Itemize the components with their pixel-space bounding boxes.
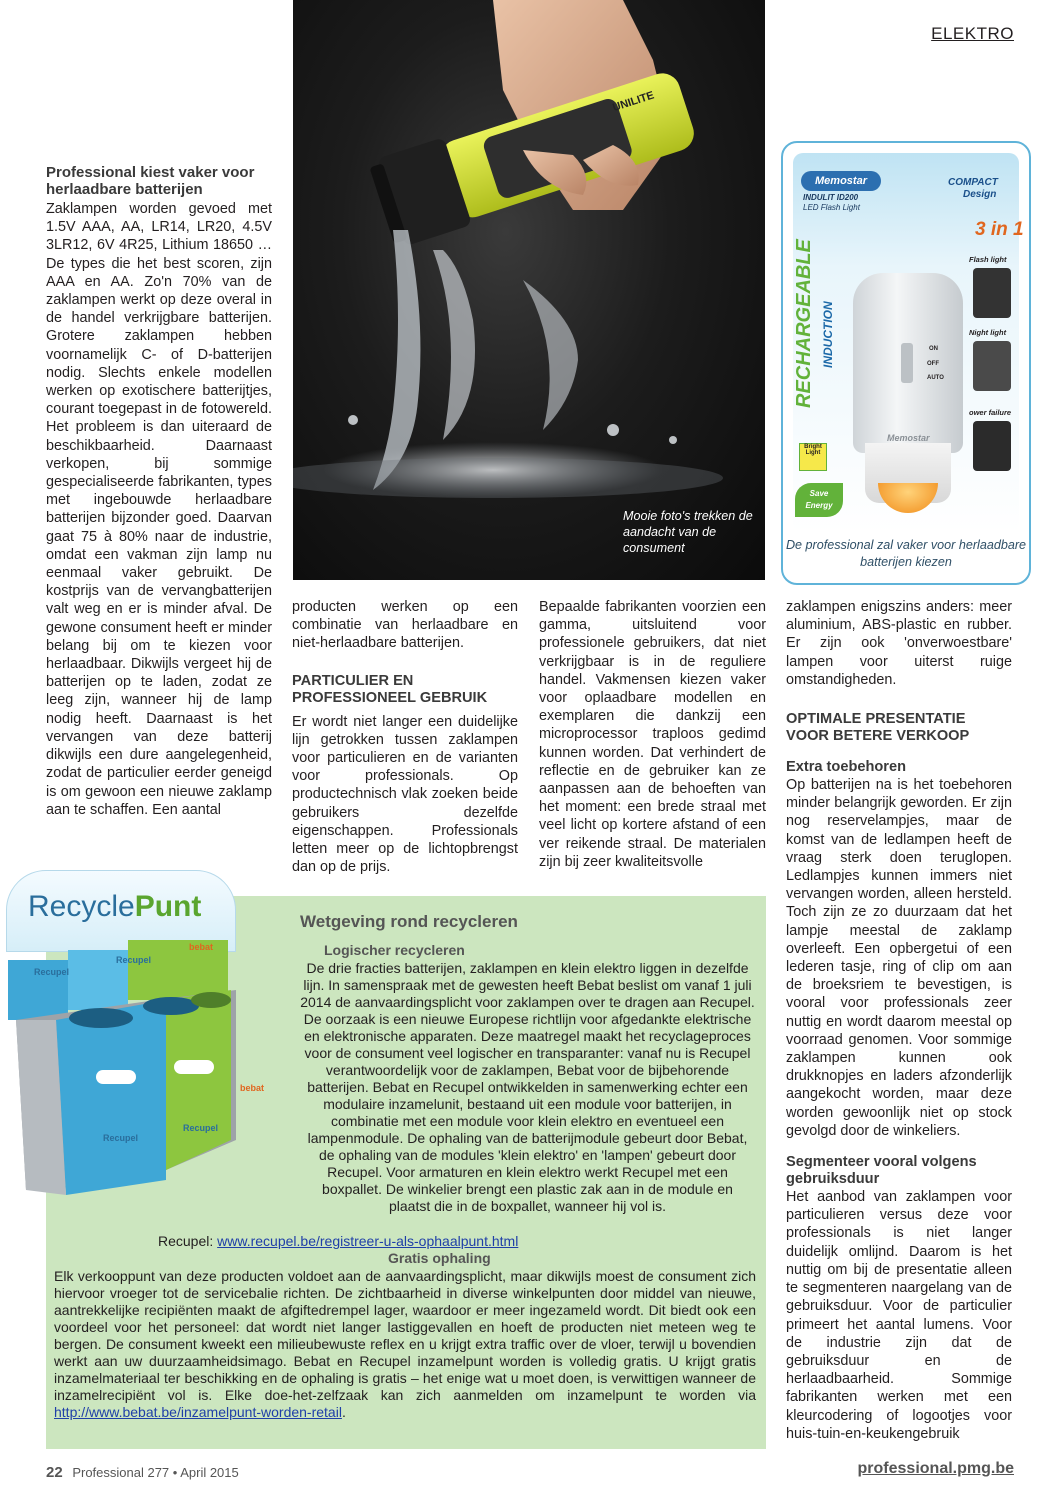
col4-text2: Op batterijen na is het toebehoren minder belangrijk geworden. Er zijn nog reservelampjes, maar de komst van de ledlampen heeft de vraag sterk doen teruglopen. Ledlampjes kunnen immers niet vervangen worden, alleen hersteld. Toch zijn ze zo duurzaam dat het lampje meestal de zaklamp overleeft. Een opbergetui of een lederen tasje, ring of clip om aan de broeksriem te bevestigen, is vooral voor professionals zeer nuttig en wordt daarom meestal op voorraad genomen. Voor sommige zaklampen kunnen ook drukknopjes en laders afzonderlijk aangekocht worden, maar deze worden gewoonlijk niet op stock gevolgd door de winkeliers. — [786, 777, 1012, 1139]
recycle-sub2: Gratis ophaling — [388, 1250, 491, 1266]
brand-label: UNILITE — [611, 89, 656, 115]
recycle-text2-block — [54, 1268, 756, 1421]
recupel-label-3: Recupel — [103, 1133, 139, 1143]
compact-label: COMPACT — [948, 177, 998, 188]
col4-sub1: Extra toebehoren — [786, 759, 907, 776]
recupel-link[interactable]: www.recupel.be/registreer-u-als-ophaalpunt.html — [217, 1233, 519, 1249]
product-package — [781, 141, 1031, 585]
energy-word: Energy — [805, 501, 833, 510]
col3-text: Bepaalde fabrikanten voorzien een gamma, uitsluitend voor professionele gebruikers, dat niet verkrijgbaar is in de reguliere handel. Vakmensen kiezen vaker voor oplaadbare modellen en exemplaren die dankzij een microprocessor traploos gedimd kunnen worden. Dat verhindert de reflectie en de gebruiker kan ze aanpassen aan de behoeften van het moment: een brede straal met veel licht op kortere afstand of een ver reikende straal. De materialen zijn bij zeer kwaliteitsvolle — [539, 599, 766, 870]
photo-caption: Mooie foto's trekken de aandacht van de consument — [623, 509, 753, 555]
page-number: 22 — [46, 1464, 63, 1481]
col2-text1: producten werken op een combinatie van herlaadbare en niet-herlaadbare batterijen. — [292, 599, 518, 652]
design-label: Design — [963, 189, 997, 200]
device-brand: Memostar — [887, 433, 930, 443]
recycle-end: . — [341, 1404, 346, 1420]
footer-left — [46, 1464, 239, 1481]
save-energy-badge — [795, 483, 843, 517]
feature-image-1 — [973, 268, 1011, 318]
flashlight-image — [293, 0, 765, 580]
bright-light-badge — [799, 443, 827, 471]
recycle-text1: De drie fracties batterijen, zaklampen en klein elektro liggen in dezelfde lijn. In samenspraak met de gewesten heeft Bebat beslist om vanaf 1 juli 2014 de aanvaardingsplicht voor zaklampen over te dragen aan Recupel. De oorzaak is een nieuwe Europese richtlijn voor afgedankte elektrische en elektronische apparaten. Deze maatregel maakt het recyclageproces voor de consument veel logischer en transparanter: vanaf nu is Recupel verantwoordelijk voor de zaklampen, Bebat voor de bijbehorende batterijen. Bebat en Recupel ontwikkelden in samenwerking echter een modulaire inzamelunit, bestaand uit een module voor batterijen, in combinatie met een module voor klein elektro en eventueel een lampenmodule. De ophaling van de batterijmodule gebeurt door Bebat, de ophaling van de modules 'klein elektro' en 'lampen' gebeurt door Recupel. Voor armaturen en klein elektro werkt Recupel met een boxpallet. De winkelier brengt een plastic zak aan in de module en plaatst die in de boxpallet, wanneer hij vol is. — [300, 960, 755, 1214]
recycle-title: Wetgeving rond recycleren — [300, 912, 518, 931]
col4-text3: Het aanbod van zaklampen voor particulieren versus deze voor professionals is niet langer duidelijk omlijnd. Daarom is het nuttig om bij de presentatie alleen te segmenteren naargelang van de gebruiksduur. Voor de particulier primeert het aantal lumens. Voor de industrie zijn dat de gebruiksduur en de herlaadbaarheid. Sommige fabrikanten werken met een kleurcodering of logootjes voor huis-tuin-en-keukengebruik — [786, 1189, 1012, 1442]
model-sub: LED Flash Light — [803, 203, 860, 212]
feature-night: Night light — [969, 328, 1007, 337]
recycle-text2: Elk verkooppunt van deze producten voldoet aan de aanvaardingsplicht, maar dikwijls moest de consument zich hiervoor vroeger tot de servicebalie richten. De zichtbaarheid in diverse winkelpunten door middel van nieuwe, aantrekkelijke recipiënten maakt de afgiftedrempel lager, waardoor er meer ingezameld wordt. Dit biedt ook een voordeel voor het personeel: dat wordt niet langer lastiggevallen en hoeft de producten niet meteen weg te bergen. De consument kweekt een milieubewuste reflex en u krijgt extra traffic over de vloer, terwijl u bovendien werkt aan uw duurzaamheidsimago. Bebat en Recupel inzamelpunt worden is volledig gratis. U krijgt gratis inzamelmateriaal ter beschikking en de ophaling is gratis – het enige wat u moet doen, is verwittigen wanneer de inzamelrecipiënt vol is. Elke doe-het-zelfzaak kan zich aanmelden om inzamelpunt te worden via — [54, 1268, 756, 1403]
recupel-label-4: Recupel — [183, 1123, 219, 1133]
switch-off: OFF — [927, 361, 939, 367]
logo-recycle: Recycle — [28, 890, 135, 923]
feature-image-2 — [973, 341, 1011, 391]
switch-on: ON — [929, 346, 938, 352]
switch-auto: AUTO — [927, 375, 944, 381]
rechargeable-text: RECHARGEABLE — [793, 239, 815, 408]
recycle-sub1: Logischer recycleren — [324, 942, 465, 958]
col4-heading: OPTIMALE PRESENTATIE VOOR BETERE VERKOOP — [786, 711, 970, 745]
save-word: Save — [809, 489, 829, 498]
recupel-link-line — [158, 1233, 518, 1250]
left-heading: Professional kiest vaker voor herlaadbare batterijen — [46, 164, 255, 198]
recupel-label-1: Recupel — [34, 967, 70, 977]
left-body: Zaklampen worden gevoed met 1.5V AAA, AA, LR14, LR20, 4.5V 3LR12, 6V 4R25, Lithium 18650 … De types die het best scoren, zijn AAA en AA. Zo'n 70% van de zaklampen werkt op deze overal in de handel verkrijgbare batterijen. Grotere zaklampen hebben voornamelijk C- of D-batterijen nodig. Slechts enkele modellen werken op exotischere batterijtjes, courant toegepast in de fotowereld. Het probleem is dan uiteraard de beschikbaarheid. Daarnaast verkopen, bij sommige gespecialiseerde fabrikanten, types met ingebouwde herlaadbare batterijen bijzonder goed. Daarvan gaat 75 à 80% naar de industrie, omdat een vakman zijn lamp nu eenmaal vaker gebruikt. De kostprijs van de vervangbatterijen valt weg en er is minder afval. De gewone consument heeft er minder belang bij om te kiezen voor herlaadbaar. Dikwijls vergeet hij de batterijen op te laden, zodat ze leeg zijn, wanneer hij de lamp nodig heeft. Daarnaast is het vervangen van deze batterij dikwijls een dure aangelegenheid, zodat de particulier eerder geneigd is om gewoon een nieuwe zaklamp aan te schaffen. Een aantal — [46, 201, 272, 818]
induction-text: INDUCTION — [821, 301, 835, 368]
bebat-link[interactable]: http://www.bebat.be/inzamelpunt-worden-retail — [54, 1404, 342, 1420]
logo-punt: Punt — [134, 890, 202, 923]
three-in-one-badge: 3 in 1 — [975, 219, 1024, 240]
induction-vertical — [819, 238, 839, 408]
section-tag: ELEKTRO — [931, 24, 1014, 43]
col2-heading: PARTICULIER EN PROFESSIONEEL GEBRUIK — [292, 672, 488, 706]
memostar-logo: Memostar — [801, 171, 881, 191]
feature-image-3 — [973, 421, 1011, 471]
light-word: Light — [805, 450, 821, 456]
product-caption: De professional zal vaker voor herlaadbare batterijen kiezen — [785, 538, 1027, 569]
column-4 — [786, 598, 1012, 1443]
col4-text1: zaklampen enigszins anders: meer aluminium, ABS-plastic en rubber. Er zijn ook 'onverwoestbare' lampen voor uiterst ruige omstandigheden. — [786, 599, 1012, 688]
flashlight-photo — [293, 0, 765, 580]
left-column — [46, 164, 272, 819]
bebat-label-1: bebat — [189, 942, 214, 952]
bright-word: Bright — [804, 444, 822, 450]
recyclepunt-illustration — [6, 870, 265, 1200]
recupel-label-2: Recupel — [116, 955, 152, 965]
recyclepunt-logo — [28, 890, 201, 924]
column-3 — [539, 598, 766, 871]
recupel-prefix: Recupel: — [158, 1233, 214, 1249]
footer-site-link[interactable]: professional.pmg.be — [857, 1460, 1014, 1477]
model-name: INDULIT ID200 — [803, 193, 859, 202]
feature-flash: Flash light — [969, 255, 1007, 264]
column-2 — [292, 598, 518, 876]
device-switch — [901, 343, 913, 383]
feature-power: ower failure — [969, 408, 1012, 417]
col2-text2: Er wordt niet langer een duidelijke lijn getrokken tussen zaklampen voor particulieren en de varianten voor professionals. Op productechnisch vlak zoeken beide gebruikers dezelfde eigenschappen. Professionals letten meer op de lichtopbrengst dan op de prijs. — [292, 713, 518, 876]
bebat-label-2: bebat — [240, 1083, 265, 1093]
rechargeable-vertical — [791, 238, 821, 408]
issue-info: Professional 277 • April 2015 — [72, 1465, 239, 1480]
col4-sub2: Segmenteer vooral volgens gebruiksduur — [786, 1154, 977, 1188]
